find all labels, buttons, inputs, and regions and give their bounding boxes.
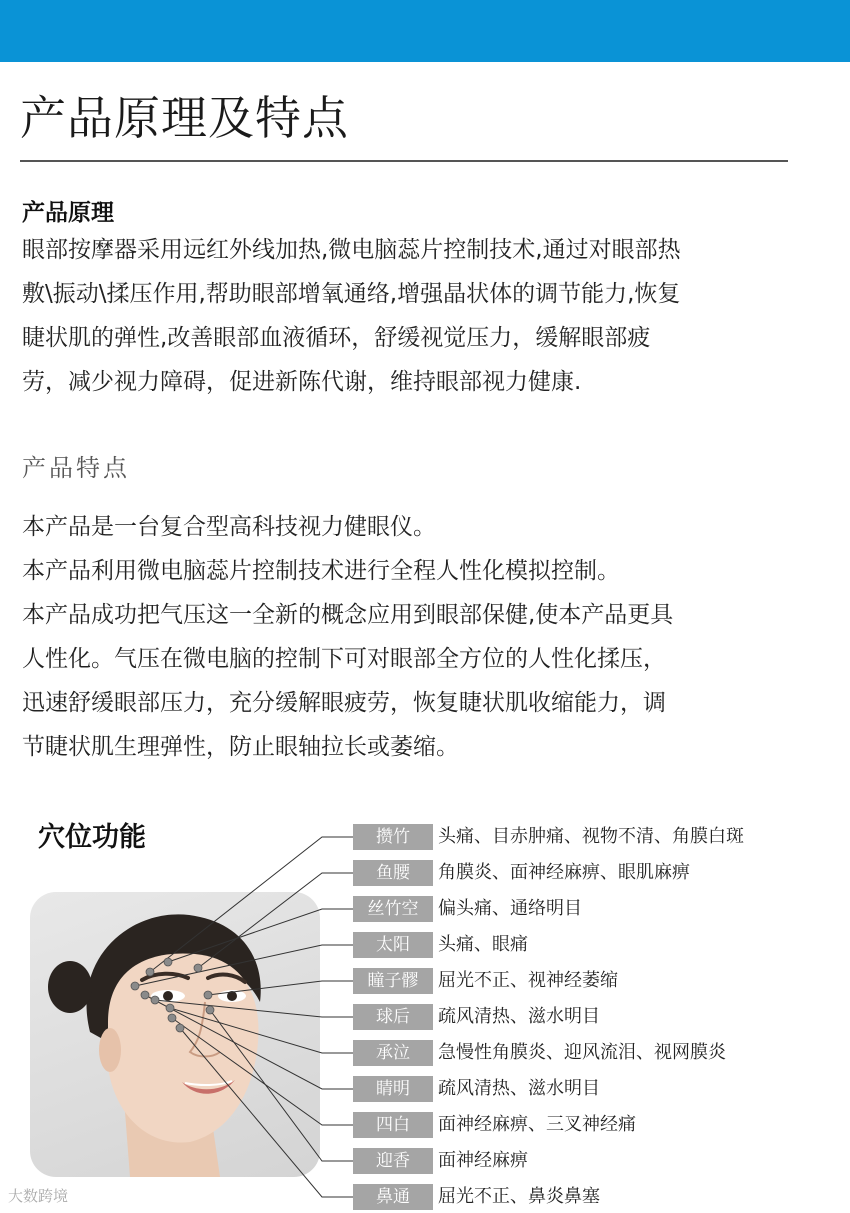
acupoint-label: 太阳 [353, 932, 433, 958]
acupoint-description: 角膜炎、面神经麻痹、眼肌麻痹 [438, 862, 690, 883]
acupoint-label: 鼻通 [353, 1184, 433, 1210]
watermark: 大数跨境 [8, 1187, 69, 1205]
features-paragraph [22, 505, 812, 769]
acupoint-description: 头痛、眼痛 [438, 934, 528, 955]
features-line: 迅速舒缓眼部压力，充分缓解眼疲劳，恢复睫状肌收缩能力，调 [22, 690, 666, 716]
top-banner [0, 0, 850, 62]
acupoint-description: 屈光不正、视神经萎缩 [438, 970, 618, 991]
acupoint-description: 头痛、目赤肿痛、视物不清、角膜白斑 [438, 826, 744, 847]
acupoint-label: 瞳子髎 [353, 968, 433, 994]
face-illustration [30, 892, 320, 1177]
face-photo [30, 892, 320, 1177]
features-heading: 产品特点 [22, 454, 130, 482]
features-line: 本产品成功把气压这一全新的概念应用到眼部保健,使本产品更具 [22, 602, 674, 628]
title-divider [20, 160, 788, 162]
acupoint-description: 疏风清热、滋水明目 [438, 1006, 600, 1027]
acupoint-description: 面神经麻痹、三叉神经痛 [438, 1114, 636, 1135]
acupoints-heading: 穴位功能 [38, 822, 146, 853]
acupoint-label: 鱼腰 [353, 860, 433, 886]
acupoint-description: 偏头痛、通络明目 [438, 898, 582, 919]
acupoint-label: 四白 [353, 1112, 433, 1138]
page-title: 产品原理及特点 [20, 91, 349, 145]
principle-line: 眼部按摩器采用远红外线加热,微电脑蕊片控制技术,通过对眼部热 [22, 237, 681, 263]
acupoint-description: 面神经麻痹 [438, 1150, 528, 1171]
principle-heading: 产品原理 [22, 200, 114, 226]
acupoint-label: 球后 [353, 1004, 433, 1030]
features-line: 本产品是一台复合型高科技视力健眼仪。 [22, 514, 436, 540]
acupoint-label: 睛明 [353, 1076, 433, 1102]
principle-line: 敷\振动\揉压作用,帮助眼部增氧通络,增强晶状体的调节能力,恢复 [22, 281, 681, 307]
acupoint-label: 承泣 [353, 1040, 433, 1066]
features-line: 本产品利用微电脑蕊片控制技术进行全程人性化模拟控制。 [22, 558, 620, 584]
principle-line: 睫状肌的弹性,改善眼部血液循环，舒缓视觉压力，缓解眼部疲 [22, 325, 651, 351]
acupoint-description: 急慢性角膜炎、迎风流泪、视网膜炎 [438, 1042, 726, 1063]
acupoint-label: 迎香 [353, 1148, 433, 1174]
principle-paragraph [22, 228, 812, 404]
principle-line: 劳，减少视力障碍，促进新陈代谢，维持眼部视力健康. [22, 369, 582, 395]
acupoint-description: 屈光不正、鼻炎鼻塞 [438, 1186, 600, 1207]
features-line: 人性化。气压在微电脑的控制下可对眼部全方位的人性化揉压， [22, 646, 666, 672]
features-line: 节睫状肌生理弹性，防止眼轴拉长或萎缩。 [22, 734, 459, 760]
acupoint-description: 疏风清热、滋水明目 [438, 1078, 600, 1099]
acupoint-label: 丝竹空 [353, 896, 433, 922]
acupoint-label: 攒竹 [353, 824, 433, 850]
